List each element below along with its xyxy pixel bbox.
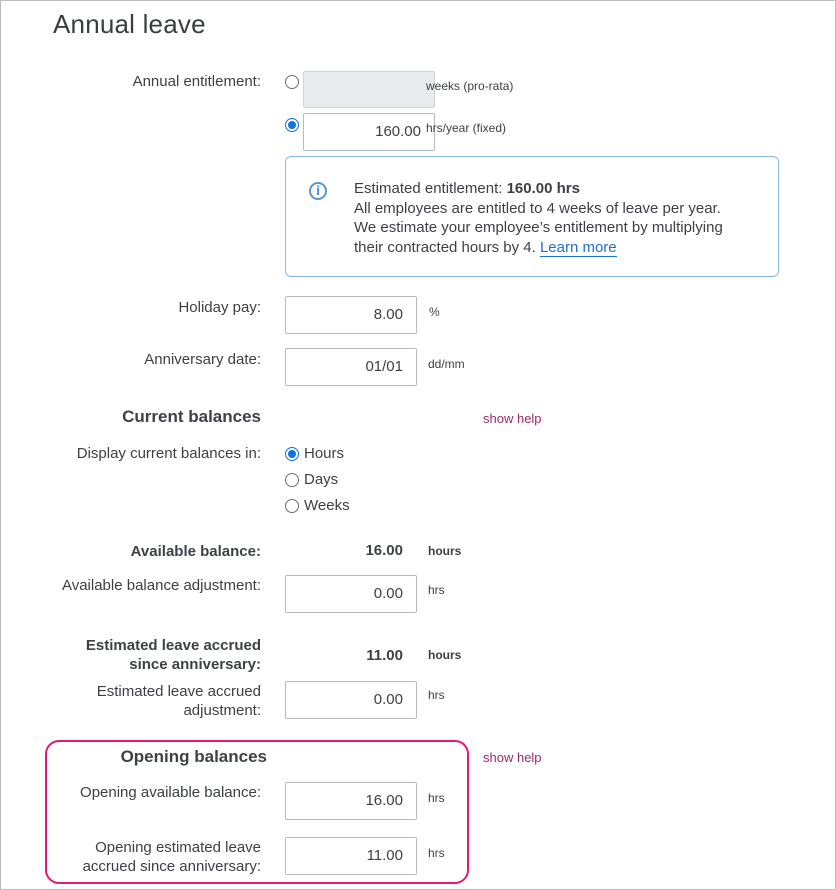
- info-prefix: Estimated entitlement:: [354, 180, 507, 197]
- display-days-radio[interactable]: [285, 473, 299, 487]
- display-weeks-label[interactable]: Weeks: [304, 497, 350, 514]
- opening-available-balance-unit: hrs: [428, 791, 445, 805]
- display-weeks-radio[interactable]: [285, 499, 299, 513]
- opening-accrued-label-line-1: Opening estimated leave: [95, 839, 261, 856]
- hours-radio[interactable]: [285, 118, 299, 132]
- anniversary-date-input[interactable]: 01/01: [285, 348, 417, 386]
- opening-accrued-label-line-2: accrued since anniversary:: [82, 858, 261, 875]
- annual-entitlement-label: Annual entitlement:: [132, 73, 261, 90]
- anniversary-date-unit: dd/mm: [428, 357, 465, 371]
- current-balances-show-help-link[interactable]: show help: [483, 411, 542, 426]
- estimated-accrued-label: [86, 636, 261, 674]
- estimated-accrued-unit: hours: [428, 648, 462, 662]
- estimated-accrued-adjustment-label: [97, 682, 261, 720]
- info-line-4: their contracted hours by 4.: [354, 238, 540, 256]
- estimated-accrued-label-line-2: since anniversary:: [129, 656, 261, 673]
- holiday-pay-label: Holiday pay:: [178, 299, 261, 316]
- opening-accrued-input[interactable]: 11.00: [285, 837, 417, 875]
- estimated-accrued-label-line-1: Estimated leave accrued: [85, 637, 261, 654]
- available-balance-adjustment-unit: hrs: [428, 583, 445, 597]
- anniversary-date-label: Anniversary date:: [144, 351, 261, 368]
- weeks-radio[interactable]: [285, 75, 299, 89]
- display-hours-radio[interactable]: [285, 447, 299, 461]
- available-balance-adjustment-label: Available balance adjustment:: [61, 577, 261, 594]
- current-balances-title: Current balances: [122, 407, 261, 426]
- info-line-3: We estimate your employee’s entitlement by multiplying: [354, 219, 723, 236]
- hours-unit: hrs/year (fixed): [426, 121, 507, 135]
- hours-per-year-input[interactable]: 160.00: [303, 113, 435, 151]
- opening-balances-title: Opening balances: [120, 747, 267, 766]
- estimated-accrued-adjustment-unit: hrs: [428, 688, 445, 702]
- opening-accrued-label: [83, 838, 261, 876]
- page-title: Annual leave: [53, 9, 206, 39]
- weeks-input: [303, 71, 435, 108]
- display-balances-label: Display current balances in:: [76, 445, 261, 462]
- opening-balances-show-help-link[interactable]: show help: [483, 750, 542, 765]
- opening-available-balance-input[interactable]: 16.00: [285, 782, 417, 820]
- info-line-2: All employees are entitled to 4 weeks of leave per year.: [354, 199, 721, 217]
- opening-available-balance-label: Opening available balance:: [80, 784, 261, 801]
- estimated-accrued-value: 11.00: [366, 647, 403, 664]
- entitlement-info-box: [285, 156, 779, 277]
- estimated-accrued-adjustment-label-line-2: adjustment:: [183, 702, 261, 719]
- display-hours-label[interactable]: Hours: [304, 445, 345, 462]
- learn-more-link[interactable]: Learn more: [539, 238, 617, 256]
- weeks-unit: weeks (pro-rata): [426, 79, 514, 93]
- available-balance-label: Available balance:: [130, 543, 261, 560]
- available-balance-value: 16.00: [365, 542, 403, 559]
- estimated-accrued-adjustment-input[interactable]: 0.00: [285, 681, 417, 719]
- holiday-pay-unit: %: [429, 305, 440, 319]
- display-days-label[interactable]: Days: [304, 471, 339, 488]
- available-balance-unit: hours: [428, 544, 462, 558]
- info-circle-icon: i: [309, 182, 327, 200]
- estimated-entitlement-value: 160.00 hrs: [506, 180, 580, 197]
- entitlement-info-text: [354, 179, 764, 257]
- estimated-accrued-adjustment-label-line-1: Estimated leave accrued: [96, 683, 261, 700]
- available-balance-adjustment-input[interactable]: 0.00: [285, 575, 417, 613]
- opening-accrued-unit: hrs: [428, 846, 445, 860]
- holiday-pay-input[interactable]: 8.00: [285, 296, 417, 334]
